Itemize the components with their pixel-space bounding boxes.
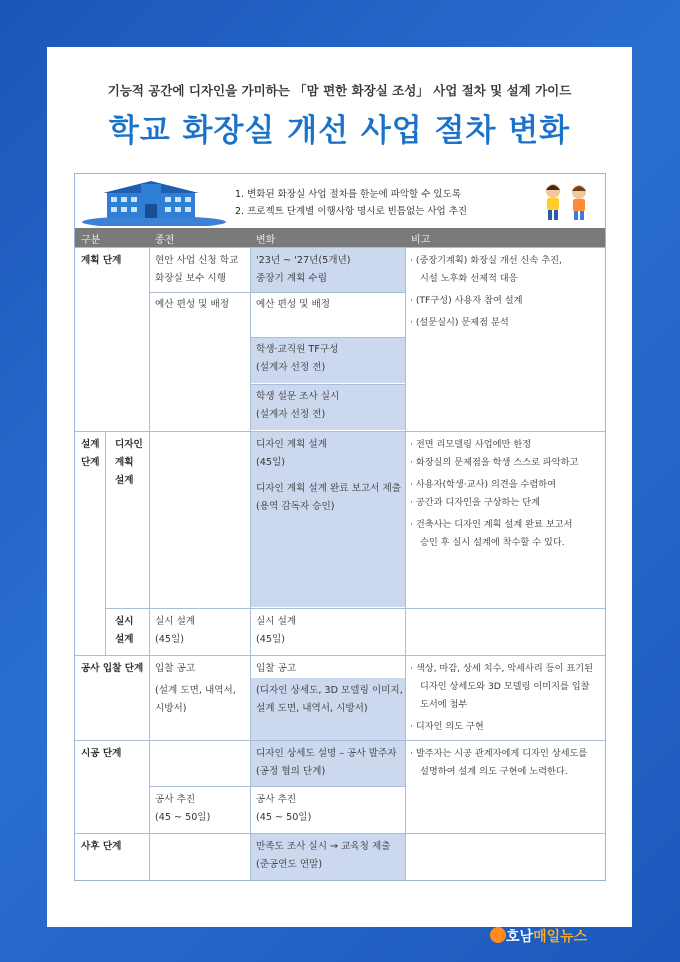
row-divider (75, 431, 605, 432)
substage-3: 설계 (115, 475, 134, 486)
design-note-4: · 공간과 디자인을 구상하는 단계 (410, 497, 540, 508)
stage-plan: 계획 단계 (81, 255, 122, 266)
plan-new-1a: '23년 ~ '27년(5개년) (256, 255, 351, 266)
row-divider (149, 786, 405, 787)
substage-impl-2: 설계 (115, 634, 134, 645)
stage-bid: 공사 입찰 단계 (81, 663, 144, 674)
substage-impl-1: 실시 (115, 616, 134, 627)
design-note-5b: 승인 후 실시 설계에 착수할 수 있다. (420, 537, 565, 548)
col-header-previous: 종전 (155, 235, 175, 246)
col-divider (250, 247, 251, 880)
row-divider (105, 608, 605, 609)
design-new-impl-2: (45일) (256, 634, 285, 645)
intro-line-1: 1. 변화된 화장실 사업 절차를 한눈에 파악할 수 있도록 (235, 189, 461, 200)
construct-new-2b: (45 ~ 50일) (256, 812, 312, 823)
col-header-notes: 비고 (411, 235, 431, 246)
bid-note-1c: 도서에 첨부 (420, 699, 468, 710)
construct-notes (410, 745, 587, 781)
bid-note-1a: · 색상, 마감, 상세 치수, 악세사리 등이 표기된 (410, 663, 594, 674)
bid-notes (410, 660, 593, 736)
construct-new-1b: (공정 협의 단계) (256, 766, 326, 777)
bid-note-1b: 디자인 상세도와 3D 모델링 이미지를 입찰 (420, 681, 590, 692)
news-logo-part2: 매일뉴스 (533, 929, 588, 945)
plan-prev-1b: 화장실 보수 시행 (155, 273, 226, 284)
plan-prev-1 (155, 252, 238, 288)
plan-note-2: · (TF구성) 사용자 참여 설계 (410, 295, 523, 306)
plan-note-1a: · (중장기계획) 화장실 개선 신속 추진, (410, 255, 562, 266)
row-divider (75, 740, 605, 741)
plan-new-1b: 중장기 계획 수립 (256, 273, 327, 284)
col-divider (105, 431, 106, 655)
construct-new-1 (256, 745, 397, 781)
construct-new-1a: 디자인 상세도 설명 – 공사 발주자 (256, 748, 397, 759)
document-page (47, 47, 632, 927)
col-divider (405, 247, 406, 880)
post-new-1b: (준공연도 연말) (256, 859, 323, 870)
construct-prev-2b: (45 ~ 50일) (155, 812, 211, 823)
bid-prev-2a: (설계 도면, 내역서, (155, 685, 236, 696)
children-illustration-icon (537, 182, 597, 222)
plan-new-1 (256, 252, 351, 288)
design-new-2 (256, 480, 401, 516)
news-logo-icon (490, 927, 506, 943)
substage-2: 계획 (115, 457, 134, 468)
bid-new-2b: 설계 도면, 내역서, 시방서) (256, 703, 368, 714)
table-header (75, 228, 605, 247)
row-divider (75, 655, 605, 656)
intro-line-2: 2. 프로젝트 단계별 이행사항 명시로 빈틈없는 사업 추진 (235, 206, 468, 217)
plan-new-3a: 학생·교직원 TF구성 (256, 344, 339, 355)
construct-new-2a: 공사 추진 (256, 794, 297, 805)
row-divider (149, 292, 405, 293)
design-prev-impl (155, 613, 195, 649)
col-header-category: 구분 (81, 235, 101, 246)
bid-new-2a: (디자인 상세도, 3D 모델링 이미지, (256, 685, 403, 696)
construct-note-1a: · 발주자는 시공 관계자에게 디자인 상세도를 (410, 748, 588, 759)
plan-new-4b: (설계자 선정 전) (256, 409, 326, 420)
plan-new-4a: 학생 설문 조사 실시 (256, 391, 340, 402)
design-note-3: · 사용자(학생·교사) 의견을 수렴하여 (410, 479, 557, 490)
bid-prev-2b: 시방서) (155, 703, 187, 714)
plan-new-3 (256, 341, 338, 377)
construct-note-1b: 설명하여 설계 의도 구현에 노력한다. (420, 766, 568, 777)
construct-prev-2 (155, 791, 210, 827)
news-logo (506, 926, 587, 946)
stage-design-1: 설계 (81, 439, 100, 450)
construct-prev-2a: 공사 추진 (155, 794, 196, 805)
substage-design-plan (115, 436, 143, 490)
stage-design (81, 436, 100, 472)
substage-implementation (115, 613, 134, 649)
news-logo-part1: 호남 (506, 929, 534, 945)
post-new-1 (256, 838, 391, 874)
bid-new-2 (256, 682, 403, 718)
plan-notes (410, 252, 562, 332)
design-new-2a: 디자인 계획 설계 완료 보고서 제출 (256, 483, 401, 494)
bid-note-2: · 디자인 의도 구현 (410, 721, 484, 732)
plan-prev-1a: 현안 사업 신청 학교 (155, 255, 239, 266)
row-divider (75, 247, 605, 248)
design-prev-impl-2: (45일) (155, 634, 184, 645)
construct-new-2 (256, 791, 311, 827)
design-prev-impl-1: 실시 설계 (155, 616, 196, 627)
row-divider (250, 337, 405, 338)
plan-prev-2: 예산 편성 및 배정 (155, 299, 230, 310)
design-new-1b: (45일) (256, 457, 285, 468)
post-new-1a: 만족도 조사 실시 → 교육청 제출 (256, 841, 391, 852)
design-note-5a: · 건축사는 디자인 계획 설계 완료 보고서 (410, 519, 573, 530)
design-new-impl-1: 실시 설계 (256, 616, 297, 627)
design-note-1: · 전면 리모델링 사업에만 한정 (410, 439, 532, 450)
document-title: 학교 화장실 개선 사업 절차 변화 (108, 113, 571, 149)
intro-text (235, 186, 467, 220)
plan-new-3b: (설계자 선정 전) (256, 362, 326, 373)
stage-post: 사후 단계 (81, 841, 122, 852)
school-building-icon (79, 178, 229, 226)
row-divider (250, 384, 405, 385)
plan-new-4 (256, 388, 339, 424)
design-new-2b: (용역 감독자 승인) (256, 501, 335, 512)
design-new-1 (256, 436, 327, 472)
row-divider (75, 833, 605, 834)
design-new-1a: 디자인 계획 설계 (256, 439, 327, 450)
plan-new-2: 예산 편성 및 배정 (256, 299, 331, 310)
substage-1: 디자인 (115, 439, 143, 450)
stage-construction: 시공 단계 (81, 748, 122, 759)
col-header-changed: 변화 (256, 235, 276, 246)
stage-design-2: 단계 (81, 457, 100, 468)
design-notes (410, 436, 578, 552)
procedure-table (74, 173, 606, 881)
plan-note-1b: 시설 노후화 선제적 대응 (420, 273, 518, 284)
plan-note-3: · (설문실시) 문제점 분석 (410, 317, 509, 328)
bid-prev-1: 입찰 공고 (155, 663, 196, 674)
col-divider (149, 247, 150, 880)
bid-new-1: 입찰 공고 (256, 663, 297, 674)
intro-banner (75, 174, 605, 228)
design-new-impl (256, 613, 296, 649)
document-subtitle: 기능적 공간에 디자인을 가미하는 「맘 편한 화장실 조성」 사업 절차 및 설계 가이드 (107, 83, 572, 98)
bid-prev (155, 660, 236, 718)
design-note-2: · 화장실의 문제점을 학생 스스로 파악하고 (410, 457, 579, 468)
